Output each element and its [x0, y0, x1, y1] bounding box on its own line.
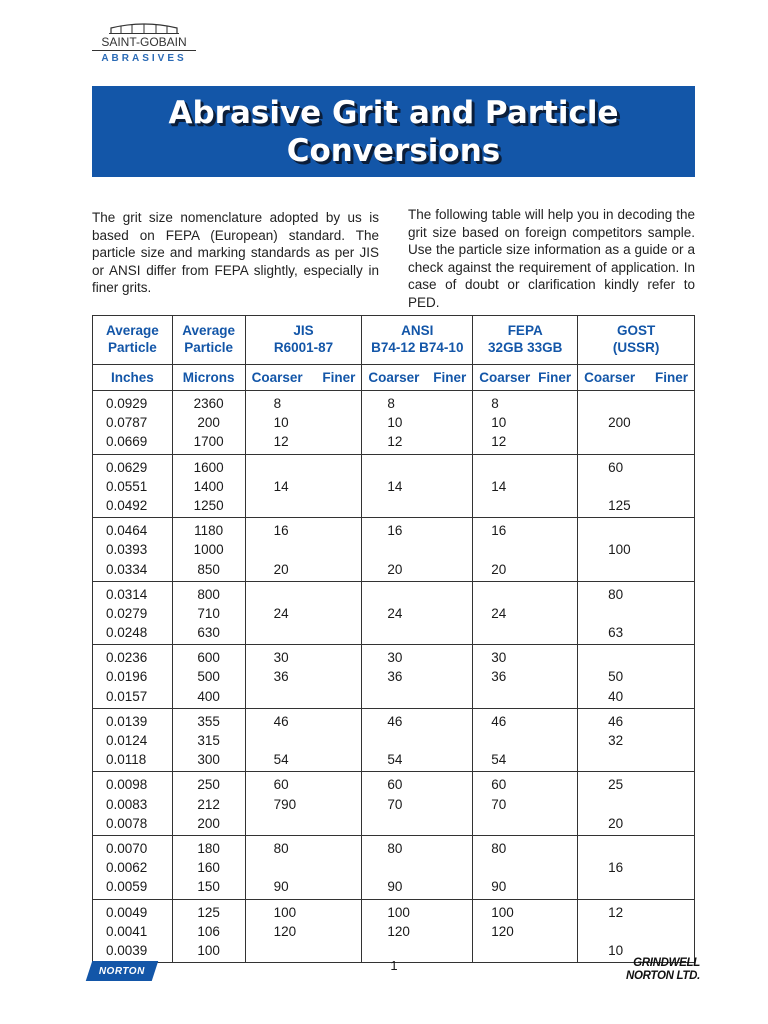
cell-value: 180 [197, 840, 220, 856]
cell-value [491, 585, 577, 604]
cell-value: 54 [491, 752, 507, 768]
cell-value: 0.0139 [106, 713, 148, 729]
cell-value: 150 [197, 879, 220, 895]
cell-inches [93, 581, 173, 645]
cell-value [491, 458, 577, 477]
cell-value: 250 [197, 777, 220, 793]
cell-value: 100 [491, 904, 514, 920]
cell-inches [93, 899, 173, 963]
cell-value: 80 [387, 840, 403, 856]
cell-value: 20 [273, 561, 289, 577]
cell-value: 70 [387, 796, 403, 812]
cell-value: 0.0236 [106, 650, 148, 666]
cell-value [608, 477, 694, 496]
cell-value: 20 [387, 561, 403, 577]
cell-value: 24 [273, 605, 289, 621]
cell-value: 0.0041 [106, 923, 148, 939]
cell-value [491, 496, 577, 515]
cell-microns [172, 581, 245, 645]
cell-microns [172, 518, 245, 582]
cell-value [608, 795, 694, 814]
cell-ansi [362, 645, 473, 709]
cell-fepa [473, 581, 578, 645]
building-arch-icon [109, 22, 179, 34]
cell-value [608, 922, 694, 941]
cell-value [387, 458, 472, 477]
cell-value: 63 [608, 625, 624, 641]
cell-value [274, 585, 362, 604]
table-row-group [93, 708, 695, 772]
cell-value: 36 [491, 669, 507, 685]
intro-left-paragraph: The grit size nomenclature adopted by us is based on FEPA (European) standard. The particle size and marking standards as per JIS or ANSI differ from FEPA slightly, especially in finer grits. [92, 210, 379, 296]
cell-jis [245, 454, 362, 518]
cell-value: 1600 [193, 459, 224, 475]
cell-value: 100 [197, 942, 220, 958]
cell-value [608, 521, 694, 540]
cell-inches [93, 645, 173, 709]
cell-value [387, 496, 472, 515]
cell-value [274, 540, 362, 559]
cell-microns [172, 772, 245, 836]
cell-gost [578, 518, 695, 582]
cell-inches [93, 454, 173, 518]
intro-right-paragraph: The following table will help you in decoding the grit size based on foreign competitors sample. Use the particle size information as a guide or a check against the requirement of application. In case of doubt or clarification kindly refer to PED. [408, 207, 695, 310]
norton-logo: NORTON [86, 961, 158, 981]
cell-microns [172, 708, 245, 772]
cell-value: 14 [273, 478, 289, 494]
cell-value: 0.0629 [106, 459, 148, 475]
cell-value: 54 [273, 752, 289, 768]
cell-jis [245, 581, 362, 645]
cell-gost [578, 391, 695, 455]
cell-gost [578, 772, 695, 836]
cell-value [387, 585, 472, 604]
cell-value: 200 [197, 415, 220, 431]
cell-value: 12 [273, 434, 289, 450]
cell-value: 32 [608, 733, 624, 748]
cell-value [491, 731, 577, 750]
division-name: ABRASIVES [101, 53, 187, 64]
cell-value: 12 [608, 904, 624, 920]
cell-value: 20 [491, 561, 507, 577]
cell-value: 36 [273, 669, 289, 685]
cell-ansi [362, 708, 473, 772]
cell-microns [172, 454, 245, 518]
cell-ansi [362, 454, 473, 518]
cell-gost [578, 645, 695, 709]
cell-value [491, 858, 577, 877]
cell-value [608, 604, 694, 623]
cell-value [608, 560, 694, 579]
cell-value: 70 [491, 796, 507, 812]
cell-value: 8 [387, 396, 395, 411]
cell-value: 46 [491, 713, 507, 729]
table-row-group [93, 391, 695, 455]
cell-microns [172, 645, 245, 709]
cell-value: 25 [608, 777, 624, 793]
cell-value: 200 [197, 815, 220, 831]
cell-value: 0.0669 [106, 434, 148, 450]
cell-value: 8 [491, 396, 499, 411]
cell-fepa [473, 454, 578, 518]
cell-value: 30 [273, 650, 289, 666]
cell-value: 24 [491, 605, 507, 621]
cell-value: 125 [608, 497, 631, 513]
cell-fepa [473, 899, 578, 963]
subheader-ansi: Coarser Finer [362, 365, 473, 391]
cell-value: 0.0049 [106, 904, 148, 920]
cell-ansi [362, 899, 473, 963]
cell-value: 46 [273, 713, 289, 729]
cell-ansi [362, 581, 473, 645]
cell-value [274, 496, 362, 515]
cell-value: 30 [387, 650, 403, 666]
cell-value: 0.0070 [106, 840, 148, 856]
cell-value: 200 [608, 415, 631, 431]
cell-jis [245, 899, 362, 963]
cell-value: 36 [387, 669, 403, 685]
cell-value: 0.0098 [106, 777, 148, 793]
cell-value: 0.0314 [106, 586, 148, 602]
cell-value [491, 814, 577, 833]
cell-value [274, 623, 362, 642]
cell-value [608, 750, 694, 769]
cell-value: 0.0464 [106, 523, 148, 539]
cell-fepa [473, 708, 578, 772]
cell-value: 315 [197, 733, 220, 748]
cell-value: 50 [608, 669, 624, 685]
cell-value: 60 [491, 777, 507, 793]
cell-value [491, 540, 577, 559]
cell-ansi [362, 772, 473, 836]
cell-value [491, 623, 577, 642]
header-microns: Average Particle [172, 316, 245, 365]
cell-value: 160 [197, 860, 220, 876]
cell-value [387, 540, 472, 559]
cell-value [608, 648, 694, 667]
cell-value: 46 [608, 713, 624, 729]
cell-value: 0.0196 [106, 669, 148, 685]
cell-value: 46 [387, 713, 403, 729]
cell-jis [245, 391, 362, 455]
subheader-inches: Inches [93, 365, 173, 391]
cell-value: 120 [273, 923, 297, 939]
cell-value: 1250 [193, 497, 224, 513]
cell-value: 850 [197, 561, 220, 577]
cell-value: 0.0078 [106, 815, 148, 831]
cell-value: 0.0492 [106, 497, 148, 513]
cell-value: 90 [273, 879, 289, 895]
cell-jis [245, 835, 362, 899]
cell-inches [93, 708, 173, 772]
cell-inches [93, 835, 173, 899]
cell-value [274, 858, 362, 877]
cell-value: 120 [387, 923, 410, 939]
cell-value: 20 [608, 815, 624, 831]
cell-value: 0.0124 [106, 733, 148, 748]
table-row-group [93, 518, 695, 582]
cell-value [274, 814, 362, 833]
cell-value: 1400 [193, 478, 224, 494]
cell-gost [578, 454, 695, 518]
cell-value: 0.0059 [106, 879, 148, 895]
cell-jis [245, 645, 362, 709]
cell-value [491, 687, 577, 706]
cell-ansi [362, 518, 473, 582]
cell-value: 120 [491, 923, 514, 939]
cell-value: 355 [197, 713, 220, 729]
cell-value: 16 [273, 523, 289, 539]
cell-value [387, 731, 472, 750]
cell-gost [578, 581, 695, 645]
grit-conversion-table [92, 315, 695, 963]
cell-value: 10 [608, 942, 624, 958]
cell-value: 300 [197, 752, 220, 768]
cell-fepa [473, 772, 578, 836]
grindwell-norton-logo: GRINDWELL NORTON LTD. [625, 957, 700, 982]
header-inches: Average Particle [93, 316, 173, 365]
cell-value [274, 941, 362, 960]
subheader-jis: Coarser Finer [245, 365, 362, 391]
cell-value [274, 458, 362, 477]
cell-value: 16 [387, 523, 403, 539]
logo-divider [92, 50, 196, 51]
header-gost: GOST (USSR) [578, 316, 695, 365]
cell-value [274, 731, 362, 750]
cell-gost [578, 835, 695, 899]
cell-inches [93, 518, 173, 582]
cell-value: 10 [387, 415, 403, 431]
cell-value: 0.0248 [106, 625, 148, 641]
cell-value: 90 [387, 879, 403, 895]
cell-value: 400 [197, 688, 220, 704]
title-banner [92, 86, 695, 177]
cell-value [608, 839, 694, 858]
cell-value: 100 [608, 542, 631, 558]
cell-value: 0.0929 [106, 396, 148, 411]
cell-value: 40 [608, 688, 624, 704]
cell-value [608, 394, 694, 413]
table-row-group [93, 454, 695, 518]
header-jis: JIS R6001-87 [245, 316, 362, 365]
cell-value: 16 [608, 860, 624, 876]
title-line-2: Conversions [286, 132, 501, 169]
cell-value: 0.0393 [106, 542, 148, 558]
table-row-group [93, 899, 695, 963]
cell-gost [578, 708, 695, 772]
cell-value: 0.0334 [106, 561, 148, 577]
cell-value: 24 [387, 605, 403, 621]
header-ansi: ANSI B74-12 B74-10 [362, 316, 473, 365]
cell-value [608, 432, 694, 451]
header-fepa: FEPA 32GB 33GB [473, 316, 578, 365]
cell-fepa [473, 518, 578, 582]
cell-value: 80 [491, 840, 507, 856]
cell-value: 600 [197, 650, 220, 666]
table-row-group [93, 645, 695, 709]
cell-value: 1000 [193, 542, 224, 558]
cell-value: 8 [273, 396, 282, 411]
cell-value: 0.0039 [106, 942, 148, 958]
cell-value [387, 858, 472, 877]
cell-value: 790 [273, 796, 297, 812]
table-row-group [93, 835, 695, 899]
cell-value: 16 [491, 523, 507, 539]
cell-value: 630 [197, 625, 220, 641]
cell-jis [245, 708, 362, 772]
cell-value: 14 [491, 478, 507, 494]
cell-value: 12 [491, 434, 507, 450]
page-number: 1 [390, 958, 398, 973]
cell-value: 0.0118 [106, 752, 147, 768]
cell-jis [245, 518, 362, 582]
cell-value: 12 [387, 434, 403, 450]
cell-value: 0.0157 [106, 688, 148, 704]
cell-value: 14 [387, 478, 403, 494]
cell-value: 90 [491, 879, 507, 895]
cell-microns [172, 391, 245, 455]
cell-inches [93, 391, 173, 455]
cell-gost [578, 899, 695, 963]
cell-value: 0.0787 [106, 415, 148, 431]
cell-value: 1180 [194, 523, 224, 539]
cell-value: 100 [387, 904, 410, 920]
page-title [169, 94, 619, 170]
subheader-gost: Coarser Finer [578, 365, 695, 391]
table-row-group [93, 581, 695, 645]
cell-jis [245, 772, 362, 836]
subheader-fepa: Coarser Finer [473, 365, 578, 391]
cell-value [387, 623, 472, 642]
cell-microns [172, 899, 245, 963]
cell-value: 60 [608, 459, 624, 475]
cell-value: 100 [273, 904, 297, 920]
table-row-group [93, 772, 695, 836]
brand-name: SAINT-GOBAIN [101, 35, 187, 49]
subheader-microns: Microns [172, 365, 245, 391]
cell-ansi [362, 391, 473, 455]
table-header-row [93, 316, 695, 365]
cell-value: 60 [387, 777, 403, 793]
cell-fepa [473, 835, 578, 899]
saint-gobain-logo [92, 22, 196, 65]
cell-fepa [473, 391, 578, 455]
cell-value: 80 [608, 586, 624, 602]
cell-value: 212 [197, 796, 220, 812]
cell-value: 10 [491, 415, 507, 431]
cell-value [387, 814, 472, 833]
cell-value: 0.0062 [106, 860, 148, 876]
cell-value: 54 [387, 752, 403, 768]
cell-value: 0.0551 [106, 478, 148, 494]
cell-value: 10 [273, 415, 289, 431]
cell-value: 80 [273, 840, 289, 856]
cell-value: 2360 [193, 396, 224, 411]
title-line-1: Abrasive Grit and Particle [168, 94, 619, 131]
cell-value: 106 [197, 923, 220, 939]
cell-value: 125 [197, 904, 220, 920]
cell-ansi [362, 835, 473, 899]
cell-value: 800 [197, 586, 220, 602]
cell-value: 710 [197, 605, 220, 621]
cell-inches [93, 772, 173, 836]
table-subheader-row [93, 365, 695, 391]
cell-value [387, 687, 472, 706]
cell-fepa [473, 645, 578, 709]
cell-value [608, 877, 694, 896]
cell-value: 60 [273, 777, 289, 793]
cell-value: 1700 [193, 434, 224, 450]
cell-microns [172, 835, 245, 899]
cell-value: 30 [491, 650, 507, 666]
cell-value [274, 687, 362, 706]
cell-value: 0.0279 [106, 605, 148, 621]
cell-value: 0.0083 [106, 796, 148, 812]
cell-value [491, 941, 577, 960]
cell-value: 500 [197, 669, 220, 685]
